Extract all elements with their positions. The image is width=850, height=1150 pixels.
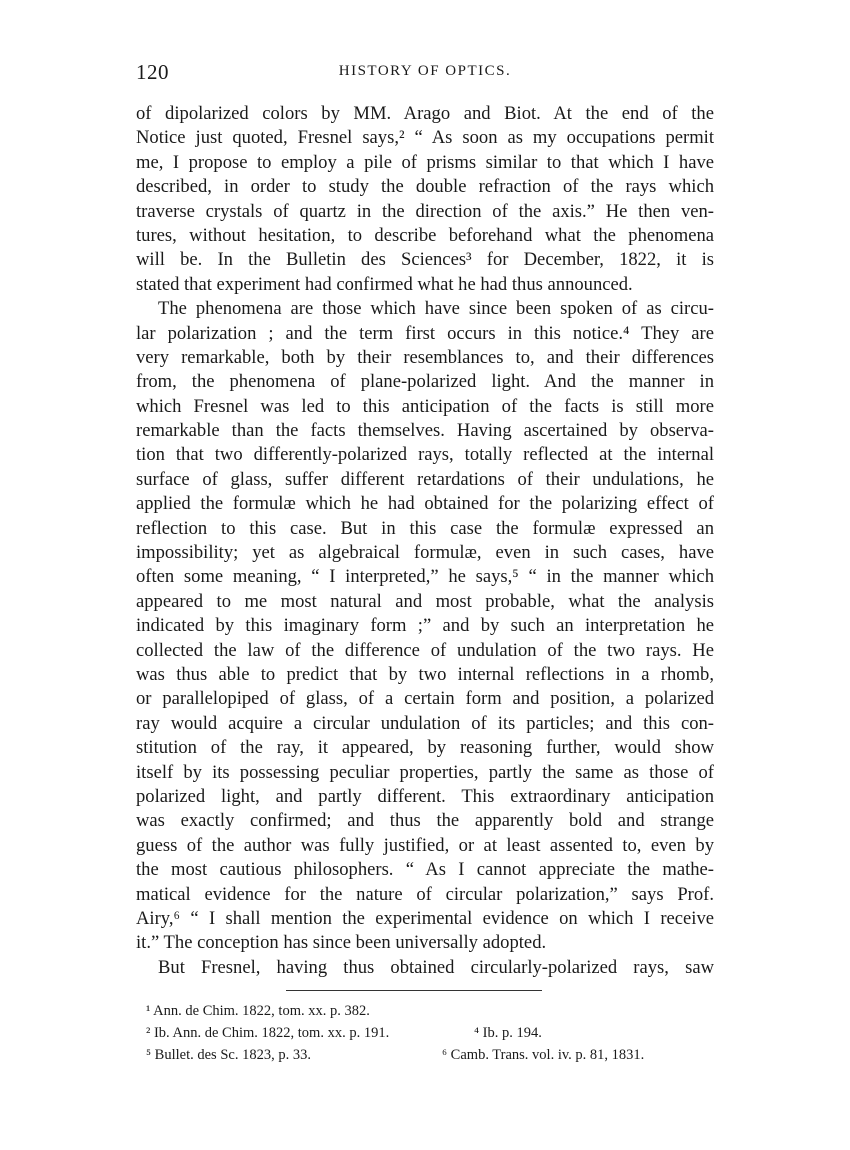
text-line: often some meaning, “ I interpreted,” he says,⁵ “ in the manner which (136, 566, 714, 588)
text-line: matical evidence for the nature of circular polarization,” says Prof. (136, 883, 714, 905)
text-line: of dipolarized colors by MM. Arago and Biot. At the end of the (136, 103, 714, 124)
footnote: ¹ Ann. de Chim. 1822, tom. xx. p. 382. (146, 1003, 370, 1019)
text-line: will be. In the Bulletin des Sciences³ for December, 1822, it is (136, 249, 714, 271)
text-line: stated that experiment had confirmed what he had thus announced. (136, 273, 633, 295)
footnote: ² Ib. Ann. de Chim. 1822, tom. xx. p. 191. (146, 1025, 390, 1041)
footnote: ⁶ Camb. Trans. vol. iv. p. 81, 1831. (442, 1047, 645, 1063)
text-line: very remarkable, both by their resemblances to, and their differences (136, 346, 714, 368)
text-line: which Fresnel was led to this anticipation of the facts is still more (136, 395, 714, 417)
text-line: itself by its possessing peculiar properties, partly the same as those of (136, 761, 714, 783)
text-line: Airy,⁶ “ I shall mention the experimental evidence on which I receive (136, 907, 714, 929)
text-line: Notice just quoted, Fresnel says,² “ As soon as my occupations permit (136, 127, 714, 149)
page-header (136, 60, 714, 88)
footnote: ⁴ Ib. p. 194. (474, 1025, 542, 1041)
text-line: it.” The conception has since been universally adopted. (136, 932, 547, 954)
footnote-divider (286, 990, 542, 991)
text-line: remarkable than the facts themselves. Having ascertained by observa- (136, 420, 714, 442)
footnote-row (146, 1022, 714, 1044)
text-line: described, in order to study the double refraction of the rays which (136, 176, 714, 198)
body-text (136, 102, 714, 980)
text-line: tion that two differently-polarized rays, totally reflected at the internal (136, 444, 714, 466)
text-line: the most cautious philosophers. “ As I cannot appreciate the mathe- (136, 859, 714, 881)
text-line: traverse crystals of quartz in the direction of the axis.” He then ven- (136, 200, 714, 222)
text-line: guess of the author was fully justified, or at least assented to, even by (136, 834, 714, 856)
text-line: collected the law of the difference of undulation of the two rays. He (136, 639, 714, 661)
text-line: tures, without hesitation, to describe beforehand what the phenomena (136, 224, 714, 246)
footnote: ⁵ Bullet. des Sc. 1823, p. 33. (146, 1047, 311, 1063)
text-line: impossibility; yet as algebraical formulæ, even in such cases, have (136, 542, 714, 564)
text-line: ray would acquire a circular undulation of its particles; and this con- (136, 712, 714, 734)
text-line: from, the phenomena of plane-polarized light. And the manner in (136, 371, 714, 393)
running-head: HISTORY OF OPTICS. (338, 63, 512, 79)
text-line: applied the formulæ which he had obtained for the polarizing effect of (136, 493, 714, 515)
text-line: lar polarization ; and the term first occurs in this notice.⁴ They are (136, 322, 714, 344)
footnote-row (146, 1044, 714, 1066)
text-line: was thus able to predict that by two internal reflections in a rhomb, (136, 663, 714, 685)
page-number: 120 (136, 60, 169, 84)
footnotes (146, 1000, 714, 1066)
text-line: appeared to me most natural and most probable, what the analysis (136, 590, 714, 612)
text-line: or parallelopiped of glass, of a certain form and position, a polarized (136, 688, 714, 710)
footnote-row (146, 1000, 714, 1022)
text-line: me, I propose to employ a pile of prisms similar to that which I have (136, 151, 714, 173)
text-line: reflection to this case. But in this case the formulæ expressed an (136, 517, 714, 539)
text-line: stitution of the ray, it appeared, by reasoning further, would show (136, 737, 714, 759)
text-line: indicated by this imaginary form ;” and by such an interpretation he (136, 615, 714, 637)
text-line: But Fresnel, having thus obtained circularly-polarized rays, saw (158, 956, 714, 978)
text-line: polarized light, and partly different. This extraordinary anticipation (136, 785, 714, 807)
text-line: The phenomena are those which have since been spoken of as circu- (158, 298, 714, 320)
text-line: surface of glass, suffer different retardations of their undulations, he (136, 468, 714, 490)
text-line: was exactly confirmed; and thus the apparently bold and strange (136, 810, 714, 832)
